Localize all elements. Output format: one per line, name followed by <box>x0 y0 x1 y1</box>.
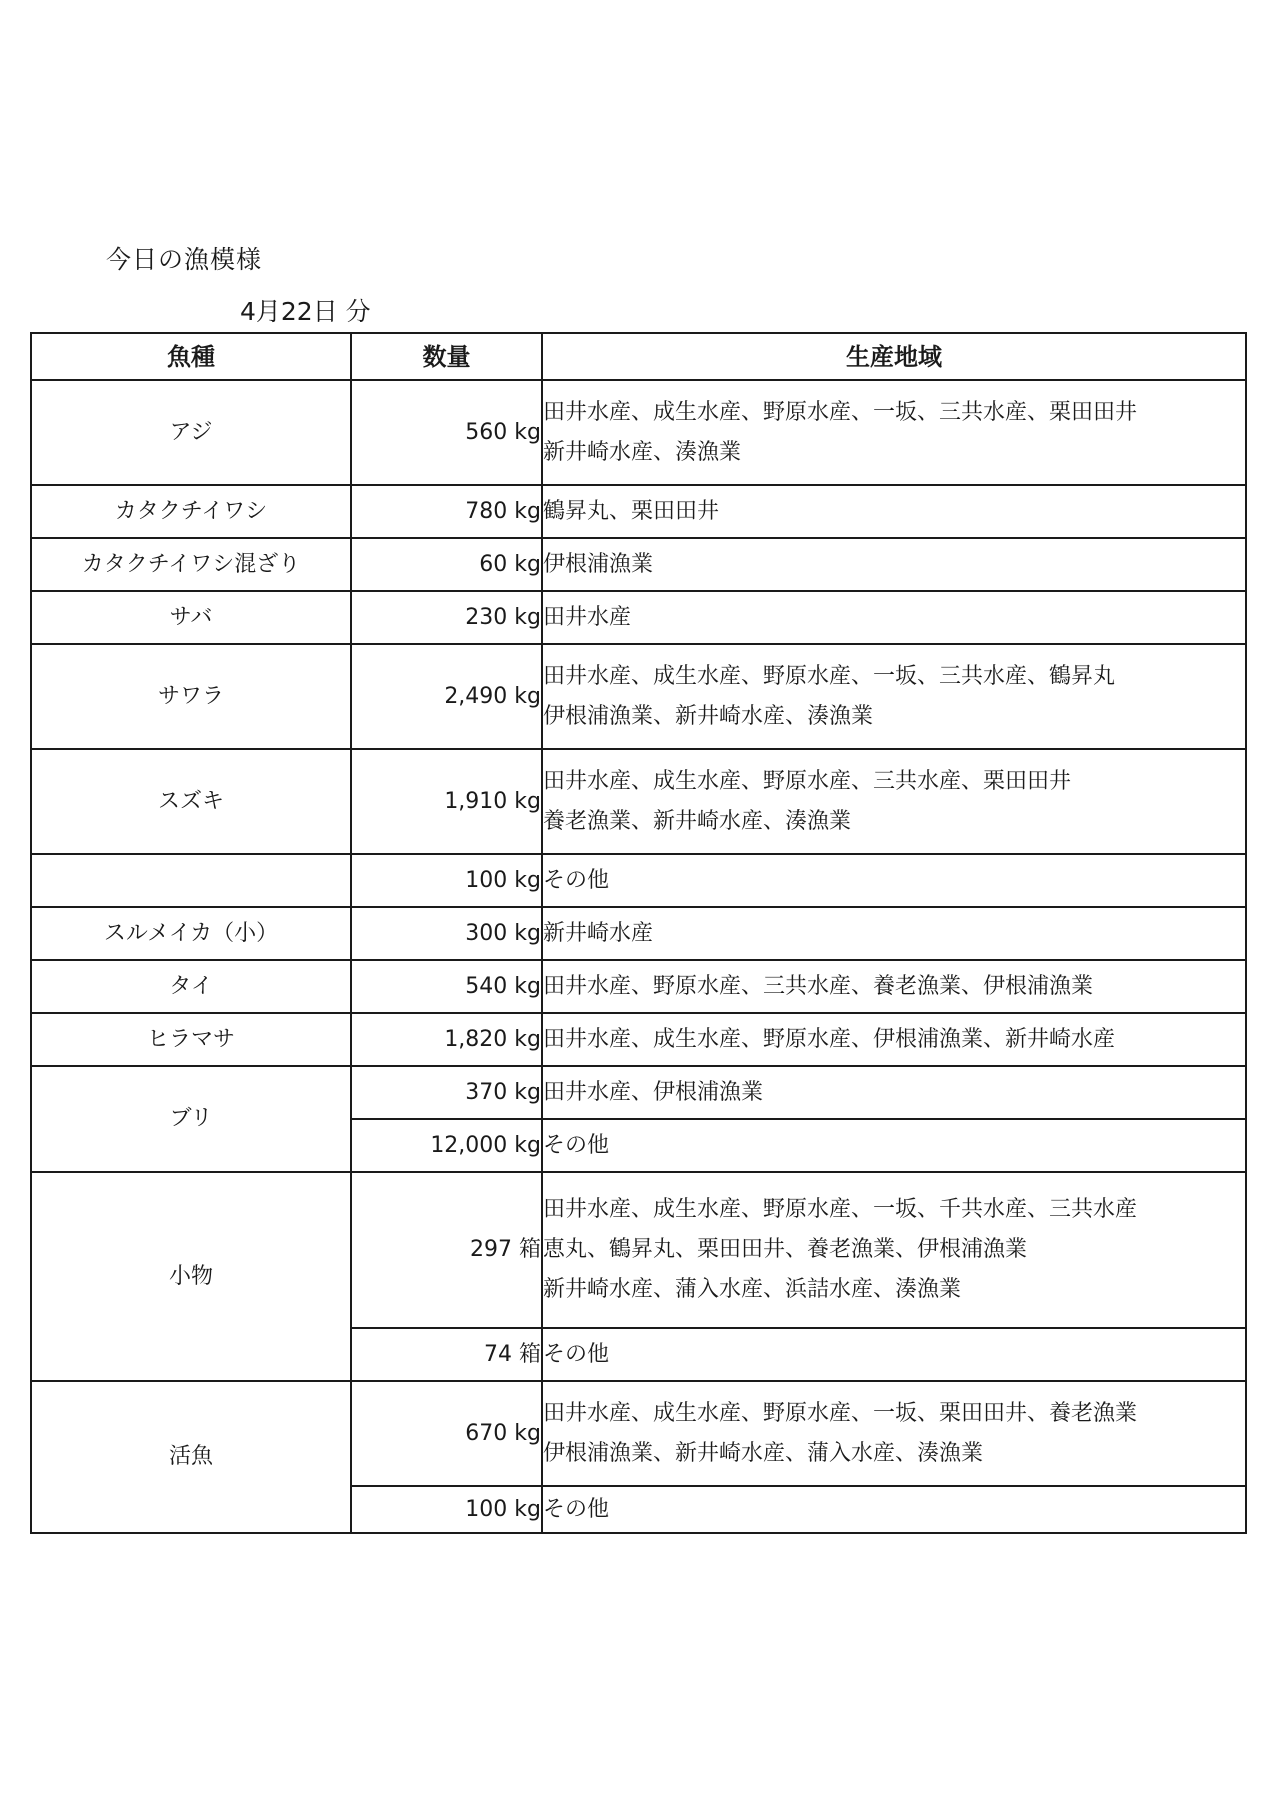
report-date: 4月22日 分 <box>240 297 371 326</box>
area-cell <box>542 1119 1246 1172</box>
table-row <box>31 538 1246 591</box>
area-line: 新井崎水産、湊漁業 <box>543 439 742 465</box>
table-row <box>31 1066 1246 1119</box>
table-row <box>31 1172 1246 1328</box>
species-cell: 活魚 <box>31 1381 351 1533</box>
species-cell: タイ <box>31 960 351 1013</box>
table-row <box>31 907 1246 960</box>
table-row <box>31 485 1246 538</box>
area-line: 伊根浦漁業 <box>543 551 654 577</box>
table-row <box>31 591 1246 644</box>
quantity-cell: 1,820 kg <box>351 1013 542 1066</box>
quantity-cell: 230 kg <box>351 591 542 644</box>
quantity-cell: 370 kg <box>351 1066 542 1119</box>
area-line: 田井水産 <box>543 604 632 630</box>
column-header-species: 魚種 <box>31 333 351 380</box>
area-cell <box>542 644 1246 749</box>
area-cell <box>542 907 1246 960</box>
quantity-cell: 300 kg <box>351 907 542 960</box>
quantity-cell: 297 箱 <box>351 1172 542 1328</box>
area-cell <box>542 854 1246 907</box>
area-line: 伊根浦漁業、新井崎水産、湊漁業 <box>543 703 874 729</box>
table-row <box>31 960 1246 1013</box>
species-cell: カタクチイワシ <box>31 485 351 538</box>
area-line: 田井水産、成生水産、野原水産、一坂、千共水産、三共水産 <box>543 1197 1138 1222</box>
catch-table <box>30 332 1247 1534</box>
area-cell <box>542 1328 1246 1381</box>
area-line: 鶴昇丸、栗田田井 <box>543 498 720 524</box>
table-row <box>31 854 1246 907</box>
quantity-cell: 1,910 kg <box>351 749 542 854</box>
area-cell <box>542 485 1246 538</box>
species-cell: ヒラマサ <box>31 1013 351 1066</box>
area-line: その他 <box>543 1132 610 1158</box>
quantity-cell: 100 kg <box>351 854 542 907</box>
area-line: 恵丸、鶴昇丸、栗田田井、養老漁業、伊根浦漁業 <box>543 1237 1028 1262</box>
species-cell: ブリ <box>31 1066 351 1172</box>
quantity-cell: 540 kg <box>351 960 542 1013</box>
area-cell <box>542 538 1246 591</box>
column-header-quantity: 数量 <box>351 333 542 380</box>
area-cell <box>542 1172 1246 1328</box>
area-cell <box>542 380 1246 485</box>
species-cell: サワラ <box>31 644 351 749</box>
table-row <box>31 644 1246 749</box>
table-header-row <box>31 333 1246 380</box>
quantity-cell: 12,000 kg <box>351 1119 542 1172</box>
species-cell <box>31 854 351 907</box>
area-cell <box>542 1066 1246 1119</box>
area-line: 伊根浦漁業、新井崎水産、蒲入水産、湊漁業 <box>543 1440 984 1466</box>
quantity-cell: 670 kg <box>351 1381 542 1486</box>
quantity-cell: 560 kg <box>351 380 542 485</box>
area-cell <box>542 1486 1246 1533</box>
species-cell: スルメイカ（小） <box>31 907 351 960</box>
area-line: 田井水産、成生水産、野原水産、伊根浦漁業、新井崎水産 <box>543 1026 1116 1052</box>
table-row <box>31 749 1246 854</box>
area-line: 田井水産、野原水産、三共水産、養老漁業、伊根浦漁業 <box>543 973 1094 999</box>
area-line: 新井崎水産 <box>543 920 654 946</box>
species-cell: 小物 <box>31 1172 351 1381</box>
area-line: その他 <box>543 1341 610 1367</box>
area-cell <box>542 1381 1246 1486</box>
species-cell: スズキ <box>31 749 351 854</box>
area-line: 田井水産、成生水産、野原水産、一坂、栗田田井、養老漁業 <box>543 1400 1138 1426</box>
area-line: 新井崎水産、蒲入水産、浜詰水産、湊漁業 <box>543 1277 962 1302</box>
column-header-area: 生産地域 <box>542 333 1246 380</box>
area-line: 田井水産、成生水産、野原水産、一坂、三共水産、栗田田井 <box>543 399 1138 425</box>
area-line: 田井水産、伊根浦漁業 <box>543 1079 764 1105</box>
species-cell: アジ <box>31 380 351 485</box>
table-row <box>31 380 1246 485</box>
area-cell <box>542 960 1246 1013</box>
quantity-cell: 100 kg <box>351 1486 542 1533</box>
area-cell <box>542 1013 1246 1066</box>
table-row <box>31 1013 1246 1066</box>
quantity-cell: 780 kg <box>351 485 542 538</box>
area-line: 田井水産、成生水産、野原水産、三共水産、栗田田井 <box>543 768 1072 794</box>
area-line: 養老漁業、新井崎水産、湊漁業 <box>543 808 852 834</box>
species-cell: カタクチイワシ混ざり <box>31 538 351 591</box>
page-title: 今日の漁模様 <box>106 245 263 274</box>
species-cell: サバ <box>31 591 351 644</box>
area-cell <box>542 749 1246 854</box>
table-row <box>31 1381 1246 1486</box>
quantity-cell: 2,490 kg <box>351 644 542 749</box>
area-line: その他 <box>543 1496 610 1522</box>
area-line: その他 <box>543 867 610 893</box>
quantity-cell: 74 箱 <box>351 1328 542 1381</box>
area-line: 田井水産、成生水産、野原水産、一坂、三共水産、鶴昇丸 <box>543 663 1116 689</box>
quantity-cell: 60 kg <box>351 538 542 591</box>
area-cell <box>542 591 1246 644</box>
